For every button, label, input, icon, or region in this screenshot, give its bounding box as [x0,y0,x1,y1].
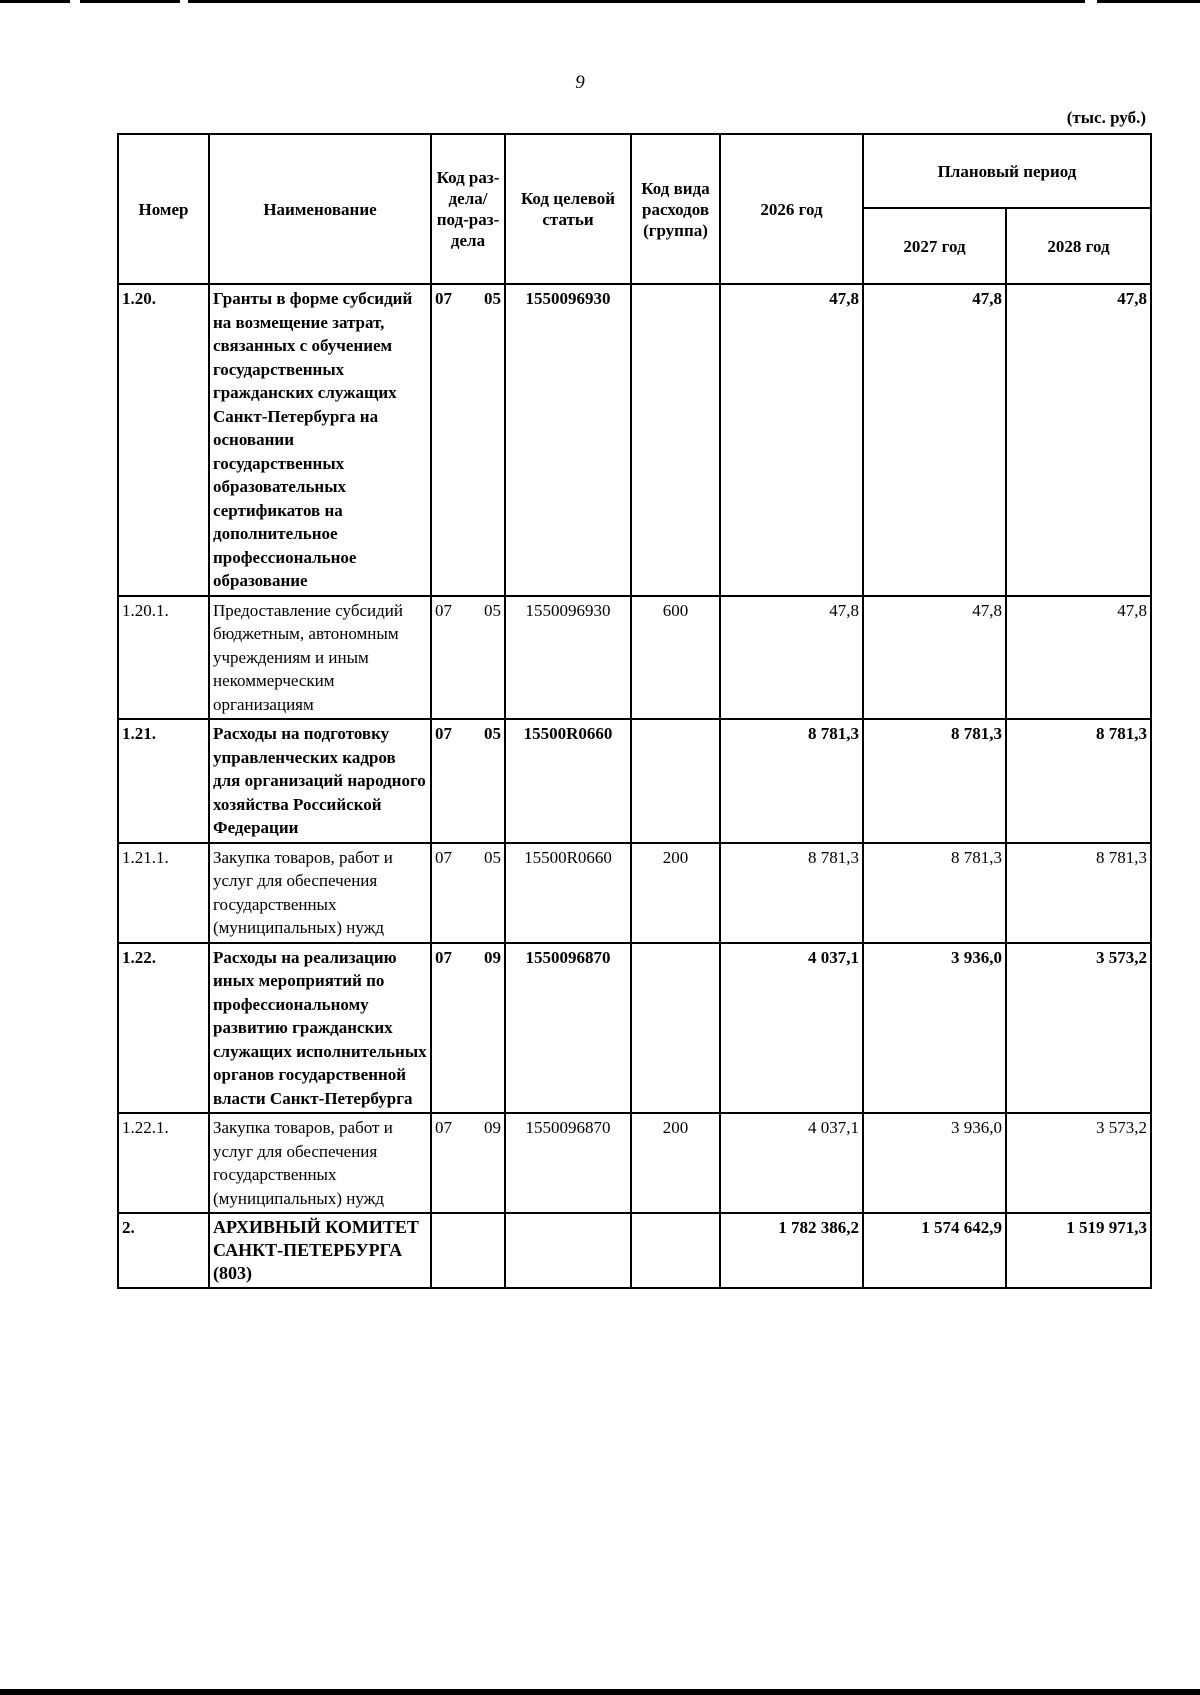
row-section-code: 07 05 [431,284,505,596]
row-2028: 47,8 [1006,596,1151,720]
row-name: Предоставление субсидий бюджетным, автономным учреждениям и иным некоммерческим организациям [209,596,431,720]
row-target-code [505,1213,631,1288]
header-number: Номер [118,134,209,284]
header-year-2028: 2028 год [1006,208,1151,284]
row-number: 1.20. [118,284,209,596]
row-section-code: 07 05 [431,596,505,720]
header-year-2027: 2027 год [863,208,1006,284]
units-label: (тыс. руб.) [1066,108,1146,127]
row-expense-type: 200 [631,1113,720,1213]
table-row [118,843,1151,943]
row-2026: 1 782 386,2 [720,1213,863,1288]
row-2027: 8 781,3 [863,843,1006,943]
row-section-code: 07 09 [431,1113,505,1213]
row-target-code: 15500R0660 [505,719,631,843]
row-expense-type: 600 [631,596,720,720]
header-year-2026: 2026 год [720,134,863,284]
table-row [118,943,1151,1114]
row-number: 1.21. [118,719,209,843]
row-expense-type [631,1213,720,1288]
row-name: АРХИВНЫЙ КОМИТЕТ САНКТ-ПЕТЕРБУРГА (803) [209,1213,431,1288]
row-2026: 47,8 [720,284,863,596]
row-number: 1.22. [118,943,209,1114]
row-expense-type [631,943,720,1114]
row-target-code: 1550096930 [505,596,631,720]
row-name: Закупка товаров, работ и услуг для обеспечения государственных (муниципальных) нужд [209,843,431,943]
row-section-code: 07 09 [431,943,505,1114]
row-name: Расходы на подготовку управленческих кадров для организаций народного хозяйства Российской Федерации [209,719,431,843]
row-target-code: 15500R0660 [505,843,631,943]
row-2028: 3 573,2 [1006,943,1151,1114]
scan-edge-gap [70,0,80,3]
row-2027: 47,8 [863,596,1006,720]
table-row [118,596,1151,720]
row-2026: 47,8 [720,596,863,720]
row-number: 2. [118,1213,209,1288]
row-2027: 8 781,3 [863,719,1006,843]
row-number: 1.20.1. [118,596,209,720]
page-number: 9 [575,72,585,93]
row-target-code: 1550096870 [505,1113,631,1213]
row-2028: 47,8 [1006,284,1151,596]
row-target-code: 1550096870 [505,943,631,1114]
row-2028: 1 519 971,3 [1006,1213,1151,1288]
header-row [118,134,1151,208]
row-number: 1.22.1. [118,1113,209,1213]
header-section-code: Код раз-дела/ под-раз-дела [431,134,505,284]
row-2027: 3 936,0 [863,943,1006,1114]
scan-edge-gap [180,0,188,3]
row-expense-type: 200 [631,843,720,943]
row-2026: 4 037,1 [720,1113,863,1213]
row-expense-type [631,719,720,843]
scan-edge-bottom [0,1689,1200,1695]
table-row [118,719,1151,843]
table-row [118,284,1151,596]
row-2028: 8 781,3 [1006,843,1151,943]
row-name: Расходы на реализацию иных мероприятий по профессиональному развитию гражданских служащих исполнительных органов государственной власти Санкт-Петербурга [209,943,431,1114]
row-2026: 8 781,3 [720,843,863,943]
row-name: Гранты в форме субсидий на возмещение затрат, связанных с обучением государственных гражданских служащих Санкт-Петербурга на основании государственных образовательных сертификатов на дополнительное профессиональное образование [209,284,431,596]
row-2027: 3 936,0 [863,1113,1006,1213]
header-expense-type: Код вида расходов (группа) [631,134,720,284]
row-name: Закупка товаров, работ и услуг для обеспечения государственных (муниципальных) нужд [209,1113,431,1213]
header-planning-period: Плановый период [863,134,1151,208]
row-target-code: 1550096930 [505,284,631,596]
scan-edge-gap [1085,0,1097,3]
row-2027: 1 574 642,9 [863,1213,1006,1288]
table-row [118,1213,1151,1288]
budget-table [117,133,1152,1289]
row-number: 1.21.1. [118,843,209,943]
header-target-code: Код целевой статьи [505,134,631,284]
row-2028: 3 573,2 [1006,1113,1151,1213]
header-name: Наименование [209,134,431,284]
row-2026: 8 781,3 [720,719,863,843]
table-row [118,1113,1151,1213]
row-2028: 8 781,3 [1006,719,1151,843]
row-section-code [431,1213,505,1288]
row-2027: 47,8 [863,284,1006,596]
row-section-code: 07 05 [431,843,505,943]
row-expense-type [631,284,720,596]
row-section-code: 07 05 [431,719,505,843]
row-2026: 4 037,1 [720,943,863,1114]
